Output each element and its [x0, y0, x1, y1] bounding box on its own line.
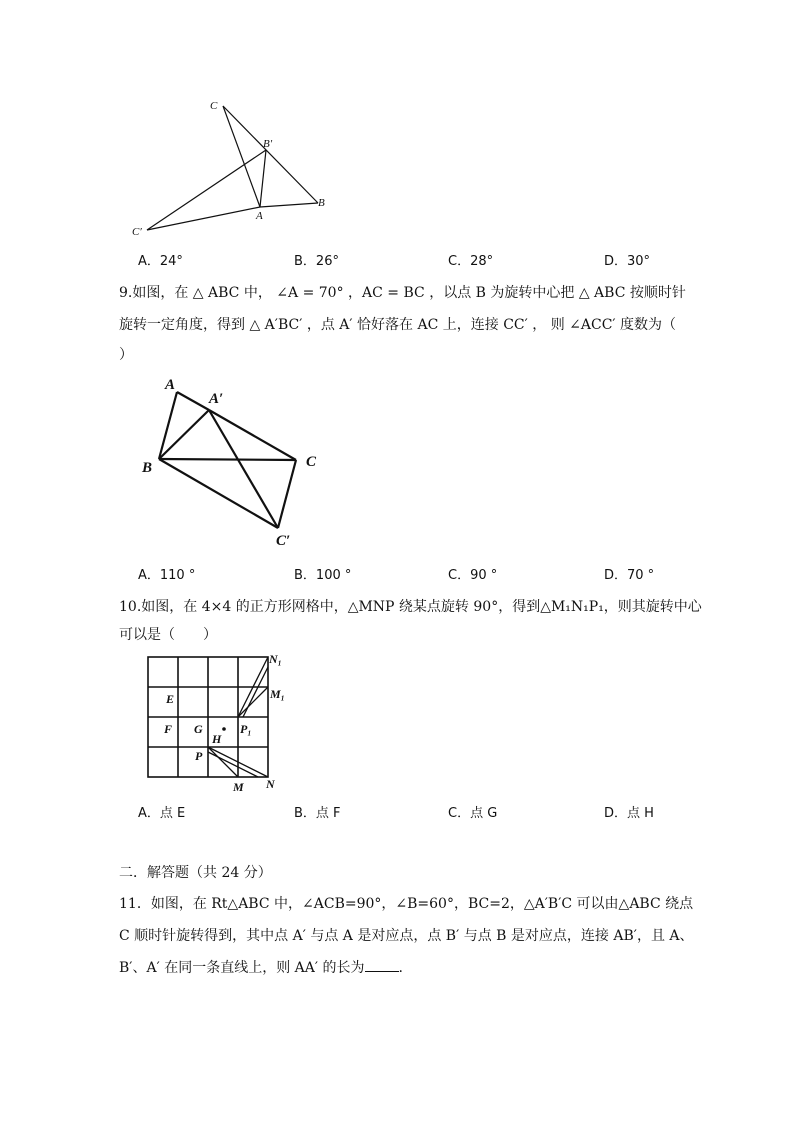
- q8-segment-BpA: [260, 150, 266, 207]
- q10-label-N1: N₁: [269, 652, 282, 666]
- q10-label-E: E: [166, 692, 175, 706]
- q11-text-line1: 11．如图，在 Rt△ABC 中，∠ACB=90°，∠B=60°，BC=2，△A′B′C 可以由△ABC 绕点: [119, 896, 694, 912]
- q9-text-line2: 旋转一定角度，得到 △ A′BC′ ，点 A′ 恰好落在 AC 上，连接 CC′ ， 则 ∠ACC′ 度数为（: [119, 317, 677, 333]
- q9-segment-ApCp: [209, 410, 278, 528]
- q10-triangle-side: [208, 752, 258, 777]
- section-title-answer-questions: 二．解答题（共 24 分）: [119, 865, 272, 881]
- q10-option-d[interactable]: D．点 H: [604, 806, 654, 821]
- q10-text-line1: 10.如图，在 4×4 的正方形网格中，△MNP 绕某点旋转 90°，得到△M₁N₁P₁，则其旋转中心: [119, 599, 702, 615]
- q10-grid-figure: [140, 650, 300, 795]
- q9-option-a[interactable]: A．110 °: [138, 568, 196, 583]
- q9-label-C: C: [306, 454, 317, 470]
- q8-option-a[interactable]: A．24°: [138, 254, 183, 269]
- q9-option-c[interactable]: C．90 °: [448, 568, 498, 583]
- q9-option-b[interactable]: B．100 °: [294, 568, 352, 583]
- q10-label-M1: M₁: [270, 687, 285, 701]
- q9-segment-BCp: [159, 459, 278, 528]
- q10-option-b[interactable]: B．点 F: [294, 806, 341, 821]
- q10-label-H: H: [212, 732, 222, 746]
- q10-triangle1-side: [243, 667, 268, 717]
- q9-label-A: A: [165, 377, 176, 393]
- q10-text-line2: 可以是（ ）: [119, 627, 217, 643]
- q10-label-N: N: [266, 777, 275, 791]
- q8-label-A: A: [256, 210, 263, 222]
- q9-segment-BC: [159, 459, 296, 460]
- q9-label-B: B: [142, 460, 153, 476]
- q8-figure: [130, 92, 350, 242]
- q9-segment-ApC: [209, 410, 296, 460]
- q10-option-c[interactable]: C．点 G: [448, 806, 498, 821]
- q9-label-Cp: C′: [276, 533, 291, 549]
- q10-label-P: P: [195, 749, 203, 763]
- q8-option-c[interactable]: C．28°: [448, 254, 494, 269]
- q9-text-line1: 9.如图，在 △ ABC 中， ∠A = 70° ，AC = BC ，以点 B 为旋转中心把 △ ABC 按顺时针: [119, 285, 686, 301]
- q10-option-a[interactable]: A．点 E: [138, 806, 186, 821]
- q9-option-d[interactable]: D．70 °: [604, 568, 655, 583]
- q8-segment-CB: [223, 106, 318, 203]
- q8-label-C: C: [210, 100, 218, 112]
- q9-segment-AAp: [177, 392, 209, 410]
- q8-label-B: B: [318, 197, 325, 209]
- q9-figure: [135, 375, 335, 550]
- q11-text-line3-end: .: [398, 960, 403, 976]
- q11-text-line3-body: B′、A′ 在同一条直线上，则 AA′ 的长为: [119, 960, 365, 976]
- q10-point-H: [222, 727, 226, 731]
- q9-label-Ap: A′: [209, 391, 224, 407]
- q8-segment-CA: [223, 106, 260, 207]
- q10-triangle1-side: [238, 687, 268, 717]
- q8-option-d[interactable]: D．30°: [604, 254, 651, 269]
- q10-triangle-side: [208, 747, 238, 777]
- q8-segment-AB: [260, 203, 318, 207]
- q8-label-Cp: C′: [132, 226, 142, 238]
- q10-label-P1: P₁: [240, 722, 252, 736]
- q9-segment-CCp: [278, 460, 296, 528]
- q11-text-line3: [119, 957, 403, 977]
- q11-answer-blank[interactable]: [365, 959, 399, 972]
- q10-label-F: F: [164, 722, 173, 736]
- q10-label-G: G: [194, 722, 203, 736]
- q9-text-line3: ）: [119, 347, 133, 363]
- q10-label-M: M: [233, 780, 244, 794]
- q8-option-b[interactable]: B．26°: [294, 254, 339, 269]
- q8-label-Bp: B′: [263, 138, 273, 150]
- q11-text-line2: C 顺时针旋转得到，其中点 A′ 与点 A 是对应点，点 B′ 与点 B 是对应点，连接 AB′，且 A、: [119, 928, 694, 944]
